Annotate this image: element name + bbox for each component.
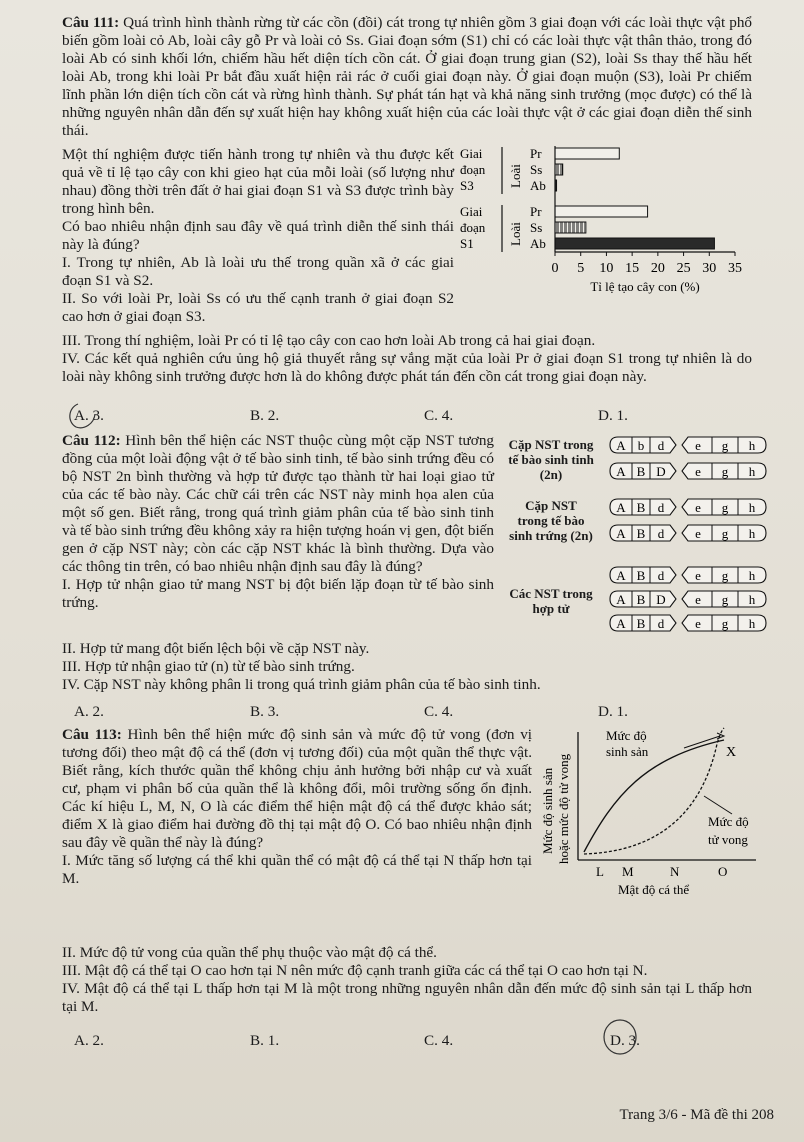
allele-sperm-2-3: D [656, 464, 666, 479]
allele-zygote-1-6: h [748, 568, 756, 583]
sperm-cell-label: Cặp NST trong tế bào sinh tinh (2n) [508, 437, 594, 482]
bar-1-Ab [555, 238, 714, 249]
q113-option-d[interactable]: D. 3. [610, 1032, 640, 1049]
allele-sperm-1-1: A [616, 438, 626, 453]
birth-label-2: sinh sản [606, 744, 649, 759]
allele-sperm-2-4: e [695, 464, 701, 479]
group-label-1-1: đoạn [460, 220, 486, 235]
q112-option-d[interactable]: D. 1. [598, 703, 628, 720]
q112-option-c[interactable]: C. 4. [424, 703, 454, 720]
allele-zygote-1-2: B [636, 568, 646, 583]
x-tick-label-15: 15 [625, 261, 640, 276]
q111-intro: Câu 111: Quá trình hình thành rừng từ các cồn (đồi) cát trong tự nhiên gồm 3 giai đoạn với các loài thực vật phổ biến gồm loài cỏ Ab, loài cây gỗ Pr và loài cỏ Ss. Giai đoạn sớm (S1) chỉ có các loài thực vật thân thảo, trong đó loài Ab có sinh khối lớn, chiếm hầu hết diện tích cồn cát. Ở giai đoạn trung gian (S2), loài Ss thay thế hầu hết loài Ab, trong khi loài Pr bắt đầu xuất hiện rải rác ở cuối giai đoạn này. Ở giai đoạn muộn (S3), loài Pr chiếm lĩnh phần lớn diện tích cồn cát và rừng hình thành. Sự phát tán hạt và khả năng sinh trưởng (mọc được) có thể là những nguyên nhân dẫn đến sự xuất hiện hay không xuất hiện của các loài thực vật ở các giai đoạn diễn thế sinh thái. [62, 14, 753, 139]
zygote-label: Các NST trong hợp tử [509, 586, 593, 616]
q111-statement-3: III. Trong thí nghiệm, loài Pr có tỉ lệ tạo cây con cao hơn loài Ab trong cả hai giai đoạn. [62, 332, 596, 349]
allele-sperm-1-4: e [695, 438, 701, 453]
allele-zygote-3-2: B [636, 616, 646, 631]
x-tick-label-20: 20 [650, 261, 665, 276]
density-graph [534, 726, 774, 900]
allele-sperm-1-6: h [748, 438, 756, 453]
bar-0-Pr [555, 148, 619, 159]
q113-option-c[interactable]: C. 4. [424, 1032, 454, 1049]
allele-egg-2-3: d [657, 526, 665, 541]
allele-sperm-2-6: h [748, 464, 756, 479]
q112-left-text [62, 432, 494, 612]
q112-option-a[interactable]: A. 2. [74, 703, 104, 720]
allele-egg-1-4: e [695, 500, 701, 515]
allele-egg-1-6: h [748, 500, 756, 515]
allele-sperm-2-5: g [721, 464, 729, 479]
q113-head: Câu 113: [62, 726, 122, 743]
group-label-1-2: S1 [460, 236, 474, 251]
q112-statement-1: I. Hợp tử nhận giao tử mang NST bị đột biến lặp đoạn từ tế bào sinh trứng. [62, 576, 494, 611]
bar-1-Pr [555, 206, 648, 217]
q111-pen-circle [64, 400, 104, 430]
allele-egg-2-2: B [636, 526, 646, 541]
tick-o: O [718, 864, 728, 879]
q111-intro-block [62, 14, 752, 140]
allele-zygote-1-4: e [695, 568, 701, 583]
q112-intro: Câu 112: Hình bên thể hiện các NST thuộc cùng một cặp NST tương đồng của một loài động vật ở tế bào sinh tinh, tế bào sinh trứng đều có bộ NST 2n bình thường và hợp tử được tạo thành từ hai loại giao tử của các tế bào này. Các chữ cái trên các NST này minh họa alen của một số gen. Biết rằng, trong quá trình giảm phân của tế bào sinh tinh và tế bào sinh trứng đều không xảy ra hiện tượng hoán vị gen, đột biến gen ở cặp NST này; còn các cặp NST khác là bình thường. Dựa vào các thông tin trên, có bao nhiêu nhận định sau đây là đúng? [62, 432, 495, 575]
q111-statement-2: II. So với loài Pr, loài Ss có ưu thế cạnh tranh ở giai đoạn S2 cao hơn ở giai đoạn S3. [62, 290, 454, 325]
chromosome-zygote-3 [608, 614, 768, 632]
q111-statement-4: IV. Các kết quả nghiên cứu ủng hộ giả thuyết rằng sự vắng mặt của loài Pr ở giai đoạn S1 trong tự nhiên là do loài này không sinh trưởng được hơn là do không được phát tán đến cồn cát trong giai đoạn này. [62, 350, 752, 385]
allele-zygote-1-1: A [616, 568, 626, 583]
q111-option-c[interactable]: C. 4. [424, 407, 454, 424]
x-tick-label-30: 30 [702, 261, 717, 276]
x-tick-label-25: 25 [676, 261, 691, 276]
q113-statement-3: III. Mật độ cá thể tại O cao hơn tại N nên mức độ cạnh tranh giữa các cá thể tại O cao hơn tại N. [62, 962, 648, 979]
egg-cell-label: Cặp NST trong tế bào sinh trứng (2n) [509, 498, 593, 543]
q113-statement-4: IV. Mật độ cá thể tại L thấp hơn tại M là một trong những nguyên nhân dẫn đến mức độ sinh sản tại L thấp hơn tại M. [62, 980, 752, 1015]
chromosome-sperm-1 [608, 436, 768, 454]
category-label-0-Ab: Ab [530, 178, 546, 193]
chromosome-sperm-2 [608, 462, 768, 480]
x-tick-label-35: 35 [728, 261, 742, 276]
q111-left-text [62, 146, 454, 326]
bar-1-Ss [555, 222, 586, 233]
graph-ylabel-2: hoặc mức độ tử vong [556, 753, 571, 864]
death-label-1: Mức độ [708, 814, 749, 829]
x-tick-label-5: 5 [577, 261, 585, 276]
birth-label-1: Mức độ [606, 728, 647, 743]
category-label-1-Ab: Ab [530, 236, 546, 251]
bar-0-Ss [555, 164, 563, 175]
point-x-label: X [726, 745, 737, 760]
category-label-1-Pr: Pr [530, 204, 542, 219]
q112-statement-2: II. Hợp tử mang đột biến lệch bội về cặp NST này. [62, 640, 370, 657]
death-curve [584, 728, 724, 854]
graph-xlabel: Mật độ cá thể [618, 882, 690, 897]
q113-rest [62, 944, 752, 1016]
graph-ylabel-1: Mức độ sinh sản [540, 767, 555, 854]
q111-head: Câu 111: [62, 14, 120, 31]
q111-question: Có bao nhiêu nhận định sau đây về quá trình diễn thế sinh thái này là đúng? [62, 218, 454, 253]
allele-zygote-2-6: h [748, 592, 756, 607]
seedling-rate-chart [460, 144, 750, 298]
allele-egg-1-1: A [616, 500, 626, 515]
q112-statement-3: III. Hợp tử nhận giao tử (n) từ tế bào sinh trứng. [62, 658, 355, 675]
allele-zygote-2-2: B [636, 592, 646, 607]
allele-zygote-2-3: D [656, 592, 666, 607]
allele-zygote-3-4: e [695, 616, 701, 631]
group-label-0-1: đoạn [460, 162, 486, 177]
allele-egg-1-5: g [721, 500, 729, 515]
chromosome-egg-1 [608, 498, 768, 516]
allele-sperm-1-2: b [637, 438, 645, 453]
group-axis-label-1: Loài [508, 222, 523, 246]
q112-options [62, 703, 752, 721]
q113-option-b[interactable]: B. 1. [250, 1032, 280, 1049]
page-footer: Trang 3/6 - Mã đề thi 208 [619, 1107, 774, 1123]
q111-options [62, 407, 752, 425]
allele-egg-2-1: A [616, 526, 626, 541]
allele-egg-2-4: e [695, 526, 701, 541]
q112-statement-4: IV. Cặp NST này không phân li trong quá trình giảm phân của tế bào sinh tinh. [62, 676, 541, 693]
allele-egg-2-5: g [721, 526, 729, 541]
q112-option-b[interactable]: B. 3. [250, 703, 280, 720]
allele-zygote-2-4: e [695, 592, 701, 607]
q113-options [62, 1032, 752, 1050]
chromosome-zygote-2 [608, 590, 768, 608]
allele-sperm-2-1: A [616, 464, 626, 479]
allele-zygote-1-5: g [721, 568, 729, 583]
q111-rest [62, 332, 752, 386]
death-label-arrow [704, 796, 732, 814]
allele-zygote-3-6: h [748, 616, 756, 631]
allele-zygote-2-5: g [721, 592, 729, 607]
tick-n: N [670, 864, 680, 879]
allele-sperm-1-5: g [721, 438, 729, 453]
group-label-1-0: Giai [460, 204, 483, 219]
allele-zygote-3-3: d [657, 616, 665, 631]
death-label-2: tử vong [708, 832, 748, 847]
chromosome-egg-2 [608, 524, 768, 542]
x-tick-label-0: 0 [551, 261, 559, 276]
allele-zygote-3-1: A [616, 616, 626, 631]
q113-pen-circle [600, 1016, 644, 1056]
q112-head: Câu 112: [62, 432, 121, 449]
q111-statement-1: I. Trong tự nhiên, Ab là loài ưu thế trong quần xã ở các giai đoạn S1 và S2. [62, 254, 454, 289]
q111-option-b[interactable]: B. 2. [250, 407, 280, 424]
allele-egg-1-3: d [657, 500, 665, 515]
q113-left-text [62, 726, 532, 888]
chromosome-zygote-1 [608, 566, 768, 584]
allele-zygote-2-1: A [616, 592, 626, 607]
q113-statement-1: I. Mức tăng số lượng cá thể khi quần thể có mật độ cá thể tại N thấp hơn tại M. [62, 852, 532, 887]
allele-zygote-3-5: g [721, 616, 729, 631]
group-label-0-2: S3 [460, 178, 474, 193]
allele-sperm-1-3: d [657, 438, 665, 453]
group-label-0-0: Giai [460, 146, 483, 161]
category-label-1-Ss: Ss [530, 220, 543, 235]
tick-m: M [622, 864, 634, 879]
q111-experiment: Một thí nghiệm được tiến hành trong tự nhiên và thu được kết quả về tỉ lệ tạo cây con khi gieo hạt của mỗi loài (số lượng như nhau) đồng thời trên đất ở hai giai đoạn S1 và S3 được trình bày trong hình bên. [62, 146, 454, 217]
allele-egg-2-6: h [748, 526, 756, 541]
birth-curve [584, 740, 724, 852]
category-label-0-Pr: Pr [530, 146, 542, 161]
q111-option-a[interactable]: A. 3. [74, 407, 104, 424]
q113-intro: Câu 113: Hình bên thể hiện mức độ sinh sản và mức độ tử vong (đơn vị tương đối) theo mật độ cá thể (đơn vị tương đối) của một quần thể thực vật. Biết rằng, kích thước quần thể không chịu ảnh hưởng bởi nhập cư và xuất cư, phạm vi phân bố của quần thể là không đổi, môi trường sống ổn định. Các kí hiệu L, M, N, O là các điểm thể hiện mật độ cá thể được khảo sát; điểm X là giao điểm hai đường đồ thị tại mật độ O. Có bao nhiêu nhận định sau đây về quần thể này là đúng? [62, 726, 533, 851]
q113-statement-2: II. Mức độ tử vong của quần thể phụ thuộc vào mật độ cá thể. [62, 944, 437, 961]
tick-l: L [596, 864, 604, 879]
allele-sperm-2-2: B [636, 464, 646, 479]
allele-zygote-1-3: d [657, 568, 665, 583]
category-label-0-Ss: Ss [530, 162, 543, 177]
q111-option-d[interactable]: D. 1. [598, 407, 628, 424]
group-axis-label-0: Loài [508, 164, 523, 188]
q113-option-a[interactable]: A. 2. [74, 1032, 104, 1049]
chart-x-label: Tỉ lệ tạo cây con (%) [590, 279, 700, 294]
q112-rest [62, 640, 752, 694]
x-tick-label-10: 10 [599, 261, 614, 276]
allele-egg-1-2: B [636, 500, 646, 515]
